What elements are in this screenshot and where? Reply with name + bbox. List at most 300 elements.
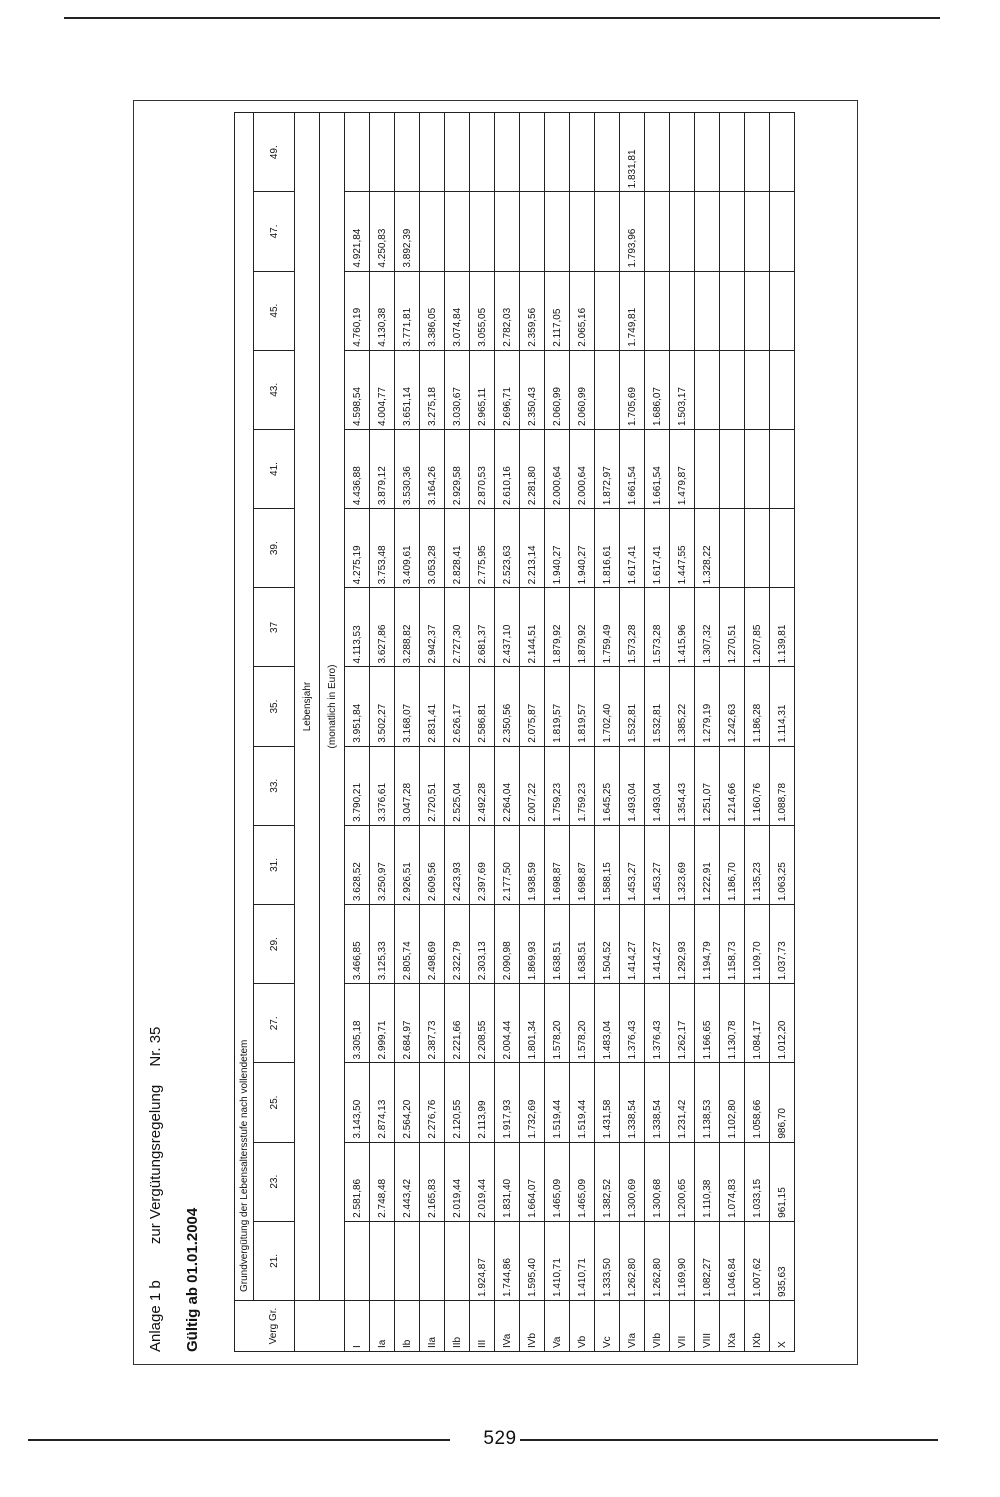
salary-cell: 2.492,28: [470, 746, 495, 825]
salary-cell: 1.231,42: [670, 1063, 695, 1142]
age-column-header: 33.: [254, 746, 295, 825]
salary-cell: [495, 192, 520, 271]
pay-group-cell: Vc: [595, 1301, 620, 1352]
salary-cell: 1.307,32: [695, 588, 720, 667]
salary-cell: 1.698,87: [545, 825, 570, 904]
salary-cell: 3.386,05: [420, 271, 445, 350]
salary-cell: 1.573,28: [620, 588, 645, 667]
salary-cell: 2.775,95: [470, 509, 495, 588]
salary-cell: 4.436,88: [345, 429, 370, 508]
salary-cell: 4.760,19: [345, 271, 370, 350]
salary-cell: 2.359,56: [520, 271, 545, 350]
salary-cell: 2.805,74: [395, 905, 420, 984]
salary-cell: 1.160,76: [745, 746, 770, 825]
salary-cell: 2.075,87: [520, 667, 545, 746]
table-row: [395, 113, 420, 1352]
group-header-blank: [235, 1301, 254, 1352]
salary-cell: 1.479,87: [670, 429, 695, 508]
salary-cell: 2.525,04: [445, 746, 470, 825]
salary-cell: [595, 113, 620, 192]
salary-cell: 1.744,86: [495, 1221, 520, 1300]
salary-cell: [645, 192, 670, 271]
salary-cell: 2.208,55: [470, 984, 495, 1063]
salary-cell: [520, 113, 545, 192]
salary-cell: 1.483,04: [595, 984, 620, 1063]
table-row: [345, 113, 370, 1352]
salary-cell: 1.333,50: [595, 1221, 620, 1300]
salary-cell: 1.759,23: [545, 746, 570, 825]
age-column-header: 41.: [254, 429, 295, 508]
salary-cell: 1.194,79: [695, 905, 720, 984]
salary-cell: 2.720,51: [420, 746, 445, 825]
salary-cell: 3.053,28: [420, 509, 445, 588]
salary-cell: [745, 429, 770, 508]
salary-cell: 1.270,51: [720, 588, 745, 667]
salary-cell: 1.114,31: [770, 667, 795, 746]
salary-cell: 2.782,03: [495, 271, 520, 350]
salary-cell: 2.626,17: [445, 667, 470, 746]
salary-cell: 1.186,28: [745, 667, 770, 746]
salary-cell: 1.007,62: [745, 1221, 770, 1300]
page-number: 529: [483, 1428, 517, 1449]
salary-cell: 1.749,81: [620, 271, 645, 350]
age-column-header: 21.: [254, 1221, 295, 1300]
salary-cell: [695, 192, 720, 271]
page-heading: [147, 1027, 164, 1352]
salary-cell: 1.661,54: [620, 429, 645, 508]
salary-cell: [570, 192, 595, 271]
salary-cell: 1.519,44: [570, 1063, 595, 1142]
salary-cell: 986,70: [770, 1063, 795, 1142]
salary-cell: 1.414,27: [645, 905, 670, 984]
table-header-row-subcaption: [295, 113, 320, 1352]
salary-cell: 1.493,04: [645, 746, 670, 825]
salary-cell: 4.113,53: [345, 588, 370, 667]
salary-cell: 1.110,38: [695, 1142, 720, 1221]
salary-cell: 3.753,48: [370, 509, 395, 588]
salary-cell: 1.084,17: [745, 984, 770, 1063]
salary-cell: 1.382,52: [595, 1142, 620, 1221]
salary-cell: [445, 1221, 470, 1300]
pay-group-cell: X: [770, 1301, 795, 1352]
salary-cell: 1.222,91: [695, 825, 720, 904]
pay-group-cell: VIII: [695, 1301, 720, 1352]
salary-cell: 1.617,41: [620, 509, 645, 588]
table-row: [370, 113, 395, 1352]
salary-cell: 2.831,41: [420, 667, 445, 746]
salary-cell: 3.466,85: [345, 905, 370, 984]
salary-cell: 1.088,78: [770, 746, 795, 825]
salary-cell: 2.828,41: [445, 509, 470, 588]
salary-cell: 3.530,36: [395, 429, 420, 508]
salary-cell: 1.532,81: [620, 667, 645, 746]
salary-cell: 2.696,71: [495, 350, 520, 429]
group-header-blank-2: [295, 1301, 320, 1352]
pay-group-cell: IIa: [420, 1301, 445, 1352]
table-row: [570, 113, 595, 1352]
salary-cell: 2.120,55: [445, 1063, 470, 1142]
table-row: [545, 113, 570, 1352]
salary-cell: 1.262,80: [645, 1221, 670, 1300]
salary-cell: 2.276,76: [420, 1063, 445, 1142]
salary-cell: 1.214,66: [720, 746, 745, 825]
pay-group-cell: IXb: [745, 1301, 770, 1352]
salary-cell: 1.292,93: [670, 905, 695, 984]
salary-cell: 3.143,50: [345, 1063, 370, 1142]
salary-cell: 2.870,53: [470, 429, 495, 508]
salary-cell: 1.940,27: [545, 509, 570, 588]
salary-cell: 1.617,41: [645, 509, 670, 588]
salary-cell: 3.627,86: [370, 588, 395, 667]
salary-cell: 1.879,92: [545, 588, 570, 667]
salary-cell: 1.102,80: [720, 1063, 745, 1142]
salary-cell: 2.681,37: [470, 588, 495, 667]
regulation-number: Nr. 35: [147, 1026, 164, 1067]
salary-cell: 1.686,07: [645, 350, 670, 429]
salary-cell: [420, 1221, 445, 1300]
salary-cell: 1.037,73: [770, 905, 795, 984]
salary-cell: 1.166,65: [695, 984, 720, 1063]
salary-cell: 3.074,84: [445, 271, 470, 350]
salary-cell: 1.431,58: [595, 1063, 620, 1142]
salary-cell: 2.004,44: [495, 984, 520, 1063]
salary-cell: [770, 271, 795, 350]
pay-group-cell: IIb: [445, 1301, 470, 1352]
salary-cell: 1.410,71: [570, 1221, 595, 1300]
salary-cell: 2.874,13: [370, 1063, 395, 1142]
salary-cell: 3.790,21: [345, 746, 370, 825]
salary-cell: [595, 350, 620, 429]
salary-cell: [345, 113, 370, 192]
salary-cell: [595, 192, 620, 271]
salary-cell: 2.019,44: [470, 1142, 495, 1221]
pay-group-cell: VII: [670, 1301, 695, 1352]
salary-cell: 1.200,65: [670, 1142, 695, 1221]
salary-cell: [720, 429, 745, 508]
salary-cell: [470, 192, 495, 271]
age-column-header: 31.: [254, 825, 295, 904]
salary-cell: 2.684,97: [395, 984, 420, 1063]
salary-cell: 2.350,43: [520, 350, 545, 429]
salary-cell: [520, 192, 545, 271]
salary-cell: 3.305,18: [345, 984, 370, 1063]
salary-cell: 1.872,97: [595, 429, 620, 508]
unit-caption: (monatlich in Euro): [320, 113, 345, 1301]
salary-cell: 2.000,64: [545, 429, 570, 508]
salary-cell: 1.698,87: [570, 825, 595, 904]
salary-cell: 2.065,16: [570, 271, 595, 350]
salary-cell: 1.300,69: [620, 1142, 645, 1221]
salary-cell: 1.415,96: [670, 588, 695, 667]
salary-cell: 1.793,96: [620, 192, 645, 271]
salary-cell: 1.012,20: [770, 984, 795, 1063]
salary-cell: [745, 271, 770, 350]
salary-cell: 1.578,20: [545, 984, 570, 1063]
salary-cell: [445, 192, 470, 271]
salary-cell: 3.628,52: [345, 825, 370, 904]
table-row: [420, 113, 445, 1352]
salary-cell: 1.109,70: [745, 905, 770, 984]
age-column-header: 45.: [254, 271, 295, 350]
salary-cell: 4.250,83: [370, 192, 395, 271]
salary-cell: 1.262,80: [620, 1221, 645, 1300]
salary-cell: 4.004,77: [370, 350, 395, 429]
salary-cell: 1.376,43: [620, 984, 645, 1063]
salary-cell: 1.588,15: [595, 825, 620, 904]
salary-cell: 2.443,42: [395, 1142, 420, 1221]
salary-cell: [470, 113, 495, 192]
salary-cell: 1.138,53: [695, 1063, 720, 1142]
salary-cell: 2.350,56: [495, 667, 520, 746]
salary-cell: 1.759,49: [595, 588, 620, 667]
salary-cell: 3.502,27: [370, 667, 395, 746]
salary-cell: [770, 509, 795, 588]
sub-caption: Lebensjahr: [295, 113, 320, 1301]
salary-cell: [395, 1221, 420, 1300]
salary-cell: 1.139,81: [770, 588, 795, 667]
salary-cell: 4.130,38: [370, 271, 395, 350]
salary-cell: 1.251,07: [695, 746, 720, 825]
salary-cell: [595, 271, 620, 350]
age-column-header: 35.: [254, 667, 295, 746]
salary-cell: 2.609,56: [420, 825, 445, 904]
table-row: [720, 113, 745, 1352]
salary-cell: 1.519,44: [545, 1063, 570, 1142]
salary-cell: 1.082,27: [695, 1221, 720, 1300]
salary-cell: 1.938,59: [520, 825, 545, 904]
salary-cell: 3.030,67: [445, 350, 470, 429]
salary-cell: 3.055,05: [470, 271, 495, 350]
salary-cell: 2.610,16: [495, 429, 520, 508]
salary-cell: 3.376,61: [370, 746, 395, 825]
salary-cell: 2.144,51: [520, 588, 545, 667]
salary-cell: 1.328,22: [695, 509, 720, 588]
pay-group-cell: IXa: [720, 1301, 745, 1352]
age-column-header: 37: [254, 588, 295, 667]
salary-cell: 1.453,27: [645, 825, 670, 904]
salary-cell: [695, 271, 720, 350]
salary-cell: 3.047,28: [395, 746, 420, 825]
salary-cell: 3.275,18: [420, 350, 445, 429]
salary-cell: 1.940,27: [570, 509, 595, 588]
age-column-header: 29.: [254, 905, 295, 984]
salary-cell: [695, 113, 720, 192]
salary-cell: 1.453,27: [620, 825, 645, 904]
footer-rule-left: [28, 1439, 450, 1441]
salary-cell: 1.595,40: [520, 1221, 545, 1300]
salary-cell: 2.581,86: [345, 1142, 370, 1221]
salary-cell: [745, 113, 770, 192]
salary-cell: 1.917,93: [495, 1063, 520, 1142]
salary-cell: [545, 113, 570, 192]
table-row: [495, 113, 520, 1352]
salary-cell: [370, 113, 395, 192]
salary-cell: 1.063,25: [770, 825, 795, 904]
salary-cell: 1.033,15: [745, 1142, 770, 1221]
salary-cell: 2.387,73: [420, 984, 445, 1063]
salary-cell: 3.288,82: [395, 588, 420, 667]
salary-cell: 1.504,52: [595, 905, 620, 984]
table-row: [445, 113, 470, 1352]
salary-cell: [745, 350, 770, 429]
salary-cell: 1.338,54: [645, 1063, 670, 1142]
subject-label: zur Vergütungsregelung: [147, 1084, 164, 1245]
pay-group-cell: Ib: [395, 1301, 420, 1352]
salary-cell: [345, 1221, 370, 1300]
salary-cell: [770, 429, 795, 508]
salary-cell: 1.169,90: [670, 1221, 695, 1300]
salary-cell: 2.165,83: [420, 1142, 445, 1221]
salary-cell: 2.999,71: [370, 984, 395, 1063]
salary-cell: 1.816,61: [595, 509, 620, 588]
pay-group-cell: III: [470, 1301, 495, 1352]
salary-cell: 1.879,92: [570, 588, 595, 667]
salary-cell: 1.732,69: [520, 1063, 545, 1142]
salary-cell: 2.727,30: [445, 588, 470, 667]
salary-cell: [670, 271, 695, 350]
salary-cell: 1.493,04: [620, 746, 645, 825]
salary-cell: [720, 192, 745, 271]
salary-cell: [720, 271, 745, 350]
salary-cell: 1.503,17: [670, 350, 695, 429]
salary-cell: 1.465,09: [570, 1142, 595, 1221]
salary-cell: 1.702,40: [595, 667, 620, 746]
salary-cell: [745, 192, 770, 271]
salary-cell: 2.019,44: [445, 1142, 470, 1221]
salary-cell: 1.638,51: [570, 905, 595, 984]
table-row: [645, 113, 670, 1352]
pay-group-cell: Ia: [370, 1301, 395, 1352]
salary-cell: 1.135,23: [745, 825, 770, 904]
salary-cell: 1.338,54: [620, 1063, 645, 1142]
salary-cell: 2.113,99: [470, 1063, 495, 1142]
table-row: [620, 113, 645, 1352]
salary-cell: 1.664,07: [520, 1142, 545, 1221]
age-column-header: 27.: [254, 984, 295, 1063]
salary-cell: 1.447,55: [670, 509, 695, 588]
salary-cell: 1.385,22: [670, 667, 695, 746]
salary-cell: 2.090,98: [495, 905, 520, 984]
salary-cell: 4.275,19: [345, 509, 370, 588]
salary-cell: 3.892,39: [395, 192, 420, 271]
rotated-content: [137, 102, 857, 1362]
salary-cell: 1.130,78: [720, 984, 745, 1063]
salary-cell: 1.207,85: [745, 588, 770, 667]
salary-cell: 2.564,20: [395, 1063, 420, 1142]
salary-cell: 1.058,66: [745, 1063, 770, 1142]
salary-cell: [645, 271, 670, 350]
salary-cell: 1.759,23: [570, 746, 595, 825]
salary-cell: [695, 429, 720, 508]
top-rule: [64, 17, 940, 19]
salary-cell: [570, 113, 595, 192]
salary-cell: [720, 509, 745, 588]
salary-cell: 1.801,34: [520, 984, 545, 1063]
salary-cell: 2.213,14: [520, 509, 545, 588]
table-header-row-caption: [235, 113, 254, 1352]
salary-cell: 1.410,71: [545, 1221, 570, 1300]
salary-cell: 1.638,51: [545, 905, 570, 984]
salary-cell: 3.951,84: [345, 667, 370, 746]
table-header-row-ages: [254, 113, 295, 1352]
salary-cell: [545, 192, 570, 271]
salary-cell: 2.423,93: [445, 825, 470, 904]
salary-table: [234, 112, 795, 1352]
salary-cell: [770, 113, 795, 192]
valid-from-title: Gültig ab 01.01.2004: [184, 1207, 201, 1352]
salary-cell: 1.376,43: [645, 984, 670, 1063]
table-row: [745, 113, 770, 1352]
salary-cell: 2.498,69: [420, 905, 445, 984]
salary-cell: [695, 350, 720, 429]
salary-cell: 1.831,81: [620, 113, 645, 192]
salary-cell: 1.869,93: [520, 905, 545, 984]
pay-group-cell: IVa: [495, 1301, 520, 1352]
salary-cell: 2.177,50: [495, 825, 520, 904]
salary-cell: [645, 113, 670, 192]
salary-cell: 3.409,61: [395, 509, 420, 588]
pay-group-cell: IVb: [520, 1301, 545, 1352]
salary-cell: 1.186,70: [720, 825, 745, 904]
salary-cell: 3.651,14: [395, 350, 420, 429]
salary-cell: [420, 192, 445, 271]
salary-cell: 1.262,17: [670, 984, 695, 1063]
salary-cell: 3.125,33: [370, 905, 395, 984]
salary-cell: 1.300,68: [645, 1142, 670, 1221]
salary-cell: 1.279,19: [695, 667, 720, 746]
salary-cell: 2.060,99: [570, 350, 595, 429]
salary-cell: 961,15: [770, 1142, 795, 1221]
salary-cell: 4.598,54: [345, 350, 370, 429]
salary-cell: [720, 350, 745, 429]
salary-cell: 1.819,57: [570, 667, 595, 746]
salary-cell: 1.323,69: [670, 825, 695, 904]
pay-group-cell: VIb: [645, 1301, 670, 1352]
group-column-header: Verg Gr.: [254, 1301, 295, 1352]
salary-cell: 1.046,84: [720, 1221, 745, 1300]
salary-cell: 1.578,20: [570, 984, 595, 1063]
salary-cell: [720, 113, 745, 192]
salary-cell: 1.573,28: [645, 588, 670, 667]
table-caption: Grundvergütung der Lebensaltersstufe nach vollendetem: [235, 113, 254, 1301]
salary-cell: [495, 113, 520, 192]
salary-cell: 1.645,25: [595, 746, 620, 825]
salary-cell: 1.074,83: [720, 1142, 745, 1221]
group-header-blank-3: [320, 1301, 345, 1352]
salary-cell: 3.250,97: [370, 825, 395, 904]
salary-cell: [770, 350, 795, 429]
salary-cell: 2.748,48: [370, 1142, 395, 1221]
salary-cell: 2.397,69: [470, 825, 495, 904]
pay-group-cell: VIa: [620, 1301, 645, 1352]
table-row: [595, 113, 620, 1352]
salary-cell: 1.414,27: [620, 905, 645, 984]
salary-cell: 4.921,84: [345, 192, 370, 271]
salary-cell: 2.942,37: [420, 588, 445, 667]
table-row: [770, 113, 795, 1352]
salary-cell: 2.281,80: [520, 429, 545, 508]
salary-cell: 3.771,81: [395, 271, 420, 350]
age-column-header: 23.: [254, 1142, 295, 1221]
salary-cell: 2.264,04: [495, 746, 520, 825]
age-column-header: 39.: [254, 509, 295, 588]
salary-cell: [745, 509, 770, 588]
salary-cell: 3.168,07: [395, 667, 420, 746]
salary-cell: 2.117,05: [545, 271, 570, 350]
salary-cell: [395, 113, 420, 192]
salary-cell: 1.158,73: [720, 905, 745, 984]
salary-cell: 2.007,22: [520, 746, 545, 825]
